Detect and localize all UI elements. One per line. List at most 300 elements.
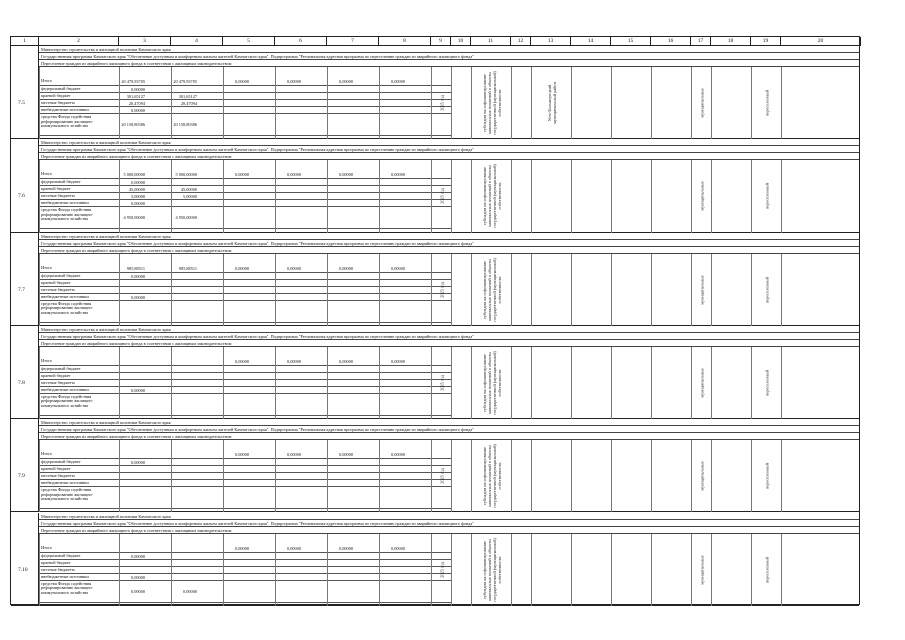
- rotated-text: 2025 год: [439, 281, 444, 298]
- funding-value: 20,47094: [128, 101, 145, 106]
- grid-line: [651, 160, 652, 232]
- funding-label: средства Фонда содействия реформированию жилищно-коммунального хозяйства: [41, 394, 94, 409]
- grid-line: [39, 347, 40, 419]
- funding-label: федеральный бюджет: [41, 553, 81, 558]
- rotated-text: субсидии на софинансирование капитальных вложений в объекты государственной (муниципальной) собственности: [481, 444, 502, 509]
- rotated-cell-year: [431, 534, 451, 606]
- ministry-row: Министерство строительства и жилищной политики Камчатского края: [39, 326, 859, 333]
- grid-line: [711, 160, 712, 232]
- grid-line: [571, 440, 572, 512]
- column-number-17: 17: [691, 37, 711, 46]
- grid-line: [379, 534, 380, 606]
- grid-line: [327, 160, 328, 232]
- grid-line: [711, 254, 712, 326]
- grid-line: [223, 67, 224, 139]
- funding-value: 0,00000: [235, 79, 249, 84]
- funding-row: [39, 451, 451, 459]
- rotated-cell-c19: [751, 160, 781, 232]
- funding-label: внебюджетные источники: [41, 294, 89, 299]
- funding-value: 0,00000: [391, 358, 405, 364]
- funding-label: местные бюджеты: [41, 194, 75, 199]
- grid-line: [651, 534, 652, 606]
- grid-line: [571, 534, 572, 606]
- funding-row: [39, 171, 451, 179]
- ministry-row: Министерство строительства и жилищной политики Камчатского края: [39, 233, 859, 240]
- event-row: Переселение граждан из аварийного жилищного фонда в соответствии с жилищным законодательством: [39, 60, 859, 67]
- rotated-text: 2025 год: [439, 95, 444, 111]
- grid-line: [471, 254, 472, 326]
- event-row: Переселение граждан из аварийного жилищного фонда в соответствии с жилищным законодательством: [39, 247, 859, 254]
- grid-line: [471, 534, 472, 606]
- grid-line: [781, 254, 782, 326]
- grid-line: [451, 440, 452, 512]
- funding-value: 0,00000: [131, 460, 145, 466]
- funding-label: средства Фонда содействия реформированию жилищно-коммунального хозяйства: [41, 488, 94, 502]
- funding-value: 20 479,93705: [173, 79, 197, 84]
- column-number-10: 10: [451, 37, 471, 46]
- funding-value: 4 950,00000: [123, 215, 145, 221]
- funding-table: [39, 78, 451, 139]
- rotated-cell-c17: [691, 254, 711, 326]
- grid-line: [39, 160, 40, 232]
- funding-row: [39, 107, 451, 114]
- program-row: Государственная программа Камчатского края "Обеспечение доступным и комфортным жильем жителей Камчатского края". Подпрограмма "Региональная адресная программа по переселению граждан из аварийного жилищного фонда": [39, 520, 859, 527]
- grid-line: [571, 347, 572, 419]
- funding-label: Итого: [41, 358, 52, 363]
- funding-value: 20,47094: [180, 101, 197, 106]
- grid-line: [379, 347, 380, 419]
- funding-value: 0,00000: [287, 545, 301, 551]
- rotated-cell-c14: [571, 534, 611, 606]
- column-number-14: 14: [571, 37, 611, 46]
- funding-value: 0,00000: [339, 79, 353, 84]
- column-number-7: 7: [327, 37, 379, 46]
- funding-row: [39, 380, 451, 387]
- funding-value: 0,00000: [391, 545, 405, 551]
- grid-line: [171, 440, 172, 512]
- rotated-cell-c15: [611, 67, 651, 139]
- column-number-3: 3: [119, 37, 171, 46]
- grid-line: [571, 67, 572, 139]
- table-section-7.8: [11, 326, 859, 419]
- funding-value: 0,00000: [131, 387, 145, 393]
- grid-line: [327, 347, 328, 419]
- ministry-row: Министерство строительства и жилищной политики Камчатского края: [39, 139, 859, 146]
- rotated-text: 2025 год: [439, 188, 444, 205]
- funding-label: местные бюджеты: [41, 287, 75, 292]
- rotated-text: переселенный: [764, 369, 769, 397]
- column-number-2: 2: [39, 37, 119, 46]
- rotated-text: муниципальные: [699, 461, 704, 492]
- funding-value: 985,88511: [126, 265, 145, 271]
- rotated-cell-c17: [691, 440, 711, 512]
- funding-value: 0,00000: [391, 452, 405, 458]
- rotated-cell-year: [431, 440, 451, 512]
- funding-row: [39, 301, 451, 323]
- rotated-cell-c19: [751, 254, 781, 326]
- rotated-text: муниципальные: [699, 368, 704, 398]
- ministry-row: Министерство строительства и жилищной политики Камчатского края: [39, 419, 859, 426]
- funding-value: 0,00000: [183, 588, 197, 594]
- rotated-text: субсидии на софинансирование капитальных вложений в объекты государственной (муниципальной) собственности: [481, 164, 502, 229]
- grid-line: [275, 67, 276, 139]
- funding-label: Итого: [41, 79, 52, 83]
- rotated-cell-c14: [571, 160, 611, 232]
- grid-line: [711, 67, 712, 139]
- grid-line: [611, 534, 612, 606]
- program-row: Государственная программа Камчатского края "Обеспечение доступным и комфортным жильем жителей Камчатского края". Подпрограмма "Региональная адресная программа по переселению граждан из аварийного жилищного фонда": [39, 53, 859, 60]
- rotated-cell-c19: [751, 67, 781, 139]
- funding-row: [39, 487, 451, 509]
- rotated-cell-c13: [531, 254, 571, 326]
- funding-value: 0,00000: [131, 294, 145, 300]
- rotated-cell-c19: [751, 347, 781, 419]
- grid-line: [119, 254, 120, 326]
- funding-row: [39, 545, 451, 553]
- grid-line: [611, 254, 612, 326]
- funding-row: [39, 574, 451, 581]
- funding-value: 5 000,00000: [123, 172, 145, 178]
- funding-label: федеральный бюджет: [41, 87, 81, 91]
- row-number-cell: [11, 46, 39, 139]
- rotated-cell-c14: [571, 254, 611, 326]
- grid-line: [751, 67, 752, 139]
- grid-line: [471, 67, 472, 139]
- funding-value: 0,00000: [339, 265, 353, 271]
- row-number-cell: [11, 326, 39, 419]
- funding-label: Итого: [41, 545, 52, 550]
- rotated-cell-c15: [611, 160, 651, 232]
- funding-value: 0,00000: [235, 265, 249, 271]
- funding-table: [39, 358, 451, 419]
- funding-value: 0,00000: [287, 358, 301, 364]
- grid-line: [751, 440, 752, 512]
- grid-line: [471, 160, 472, 232]
- grid-line: [531, 347, 532, 419]
- funding-value: 20 479,93705: [121, 79, 145, 84]
- funding-value: 0,00000: [131, 273, 145, 279]
- grid-line: [651, 67, 652, 139]
- funding-value: 0,00000: [131, 574, 145, 580]
- rotated-cell-year: [431, 160, 451, 232]
- rotated-text: 2025 год: [439, 468, 444, 485]
- funding-row: [39, 581, 451, 603]
- row-number: 7.10: [18, 566, 28, 573]
- funding-label: внебюджетные источники: [41, 108, 89, 112]
- grid-line: [223, 160, 224, 232]
- rotated-cell-c19: [751, 440, 781, 512]
- grid-line: [651, 440, 652, 512]
- grid-line: [651, 347, 652, 419]
- funding-label: Итого: [41, 452, 52, 457]
- row-number: 7.5: [18, 100, 25, 107]
- rotated-text: переселенный: [764, 183, 769, 210]
- funding-label: краевой бюджет: [41, 467, 71, 472]
- funding-label: федеральный бюджет: [41, 366, 81, 371]
- funding-value: 4 950,00000: [175, 215, 197, 221]
- grid-line: [431, 160, 432, 232]
- funding-value: 0,00000: [391, 79, 405, 84]
- rotated-cell-c18: [711, 534, 751, 606]
- column-number-15: 15: [611, 37, 651, 46]
- rotated-cell-c18: [711, 254, 751, 326]
- rotated-cell-c11: [471, 160, 511, 232]
- funding-row: [39, 280, 451, 287]
- funding-value: 0,00000: [339, 545, 353, 551]
- grid-line: [471, 440, 472, 512]
- funding-row: [39, 100, 451, 107]
- rotated-cell-c11: [471, 67, 511, 139]
- rotated-text: переселенный: [764, 90, 769, 117]
- funding-row: [39, 200, 451, 207]
- funding-value: 20 158,80386: [121, 122, 145, 127]
- grid-line: [751, 160, 752, 232]
- row-number: 7.6: [18, 193, 25, 200]
- funding-row: [39, 466, 451, 473]
- grid-line: [431, 67, 432, 139]
- grid-line: [223, 254, 224, 326]
- grid-line: [711, 440, 712, 512]
- table-section-7.6: [11, 139, 859, 232]
- document-table: [10, 36, 860, 605]
- rotated-cell-c11: [471, 347, 511, 419]
- grid-line: [379, 440, 380, 512]
- column-number-19: 19: [751, 37, 781, 46]
- grid-line: [651, 254, 652, 326]
- event-row: Переселение граждан из аварийного жилищного фонда в соответствии с жилищным законодательством: [39, 153, 859, 160]
- event-row: Переселение граждан из аварийного жилищного фонда в соответствии с жилищным законодательством: [39, 433, 859, 440]
- row-number-cell: [11, 419, 39, 512]
- grid-line: [511, 67, 512, 139]
- funding-value: 0,00000: [235, 358, 249, 364]
- grid-line: [781, 67, 782, 139]
- grid-line: [171, 160, 172, 232]
- grid-line: [451, 160, 452, 232]
- funding-row: [39, 480, 451, 487]
- grid-line: [119, 67, 120, 139]
- funding-label: Итого: [41, 172, 52, 177]
- grid-line: [327, 67, 328, 139]
- grid-line: [691, 160, 692, 232]
- funding-label: местные бюджеты: [41, 380, 75, 385]
- grid-line: [611, 347, 612, 419]
- funding-label: краевой бюджет: [41, 373, 71, 378]
- grid-line: [571, 160, 572, 232]
- funding-value: 5 000,00000: [175, 172, 197, 178]
- rotated-text: муниципальные: [699, 88, 704, 118]
- grid-line: [275, 534, 276, 606]
- rotated-text: муниципальные: [699, 554, 704, 585]
- grid-line: [511, 160, 512, 232]
- column-number-8: 8: [379, 37, 431, 46]
- funding-label: федеральный бюджет: [41, 273, 81, 278]
- funding-row: [39, 186, 451, 193]
- grid-line: [119, 440, 120, 512]
- grid-line: [327, 254, 328, 326]
- rotated-cell-c11: [471, 254, 511, 326]
- table-section-7.10: [11, 513, 859, 606]
- rotated-cell-c17: [691, 67, 711, 139]
- grid-line: [451, 534, 452, 606]
- grid-line: [39, 67, 40, 139]
- funding-label: средства Фонда содействия реформированию жилищно-коммунального хозяйства: [41, 301, 94, 315]
- grid-line: [451, 67, 452, 139]
- grid-line: [379, 67, 380, 139]
- rotated-cell-c13: [531, 347, 571, 419]
- funding-row: [39, 459, 451, 466]
- grid-line: [711, 534, 712, 606]
- column-number-row: [11, 37, 859, 46]
- funding-label: средства Фонда содействия реформированию жилищно-коммунального хозяйства: [41, 208, 94, 222]
- rotated-cell-c15: [611, 347, 651, 419]
- funding-label: внебюджетные источники: [41, 574, 89, 579]
- column-number-4: 4: [171, 37, 223, 46]
- grid-line: [275, 440, 276, 512]
- grid-line: [275, 254, 276, 326]
- grid-line: [39, 534, 40, 606]
- column-number-20: 20: [781, 37, 861, 46]
- funding-row: [39, 394, 451, 416]
- grid-line: [171, 534, 172, 606]
- rotated-cell-c18: [711, 160, 751, 232]
- grid-line: [171, 254, 172, 326]
- funding-row: [39, 265, 451, 273]
- grid-line: [781, 347, 782, 419]
- grid-line: [119, 534, 120, 606]
- funding-row: [39, 366, 451, 373]
- grid-line: [511, 534, 512, 606]
- funding-row: [39, 294, 451, 301]
- funding-table: [39, 171, 451, 232]
- funding-table: [39, 451, 451, 512]
- rotated-text: 2025 год: [439, 561, 444, 578]
- grid-line: [379, 254, 380, 326]
- table-section-7.7: [11, 233, 859, 326]
- rotated-cell-c13: [531, 160, 571, 232]
- rotated-cell-c15: [611, 440, 651, 512]
- funding-value: 0,00000: [339, 172, 353, 178]
- row-number: 7.9: [18, 473, 25, 480]
- funding-row: [39, 207, 451, 229]
- grid-line: [531, 534, 532, 606]
- program-row: Государственная программа Камчатского края "Обеспечение доступным и комфортным жильем жителей Камчатского края". Подпрограмма "Региональная адресная программа по переселению граждан из аварийного жилищного фонда": [39, 333, 859, 340]
- grid-line: [611, 67, 612, 139]
- funding-label: местные бюджеты: [41, 567, 75, 572]
- grid-line: [327, 440, 328, 512]
- rotated-text: муниципальные: [699, 274, 704, 305]
- column-number-5: 5: [223, 37, 275, 46]
- funding-label: федеральный бюджет: [41, 460, 81, 465]
- rotated-cell-c15: [611, 534, 651, 606]
- funding-row: [39, 273, 451, 280]
- funding-value: 45,00000: [180, 187, 197, 193]
- grid-line: [119, 347, 120, 419]
- rotated-text: переселенный: [764, 556, 769, 583]
- grid-line: [691, 67, 692, 139]
- grid-line: [691, 440, 692, 512]
- rotated-cell-c19: [751, 534, 781, 606]
- funding-label: краевой бюджет: [41, 187, 71, 192]
- grid-line: [751, 254, 752, 326]
- rotated-cell-c18: [711, 67, 751, 139]
- grid-line: [451, 254, 452, 326]
- rotated-cell-c14: [571, 440, 611, 512]
- program-row: Государственная программа Камчатского края "Обеспечение доступным и комфортным жильем жителей Камчатского края". Подпрограмма "Региональная адресная программа по переселению граждан из аварийного жилищного фонда": [39, 240, 859, 247]
- funding-row: [39, 553, 451, 560]
- funding-value: 301,65127: [126, 94, 145, 99]
- event-row: Переселение граждан из аварийного жилищного фонда в соответствии с жилищным законодательством: [39, 527, 859, 534]
- rotated-text: 2025 год: [439, 375, 444, 391]
- funding-value: 0,00000: [235, 172, 249, 178]
- ministry-row: Министерство строительства и жилищной политики Камчатского края: [39, 513, 859, 520]
- rotated-cell-c17: [691, 534, 711, 606]
- funding-row: [39, 179, 451, 186]
- funding-label: внебюджетные источники: [41, 201, 89, 206]
- ministry-row: Министерство строительства и жилищной политики Камчатского края: [39, 46, 859, 53]
- rotated-text: переселенный: [764, 463, 769, 490]
- rotated-text: субсидии на софинансирование капитальных вложений в объекты государственной (муниципальной) собственности: [481, 71, 502, 136]
- grid-line: [781, 534, 782, 606]
- funding-table: [39, 265, 451, 326]
- table-section-7.5: [11, 46, 859, 139]
- funding-table: [39, 545, 451, 606]
- grid-line: [431, 534, 432, 606]
- funding-label: внебюджетные источники: [41, 387, 89, 392]
- row-number: 7.7: [18, 286, 25, 293]
- grid-line: [531, 440, 532, 512]
- column-number-13: 13: [531, 37, 571, 46]
- grid-line: [531, 254, 532, 326]
- grid-line: [171, 67, 172, 139]
- funding-label: местные бюджеты: [41, 101, 75, 105]
- funding-row: [39, 287, 451, 294]
- funding-value: 0,00000: [235, 545, 249, 551]
- grid-line: [327, 534, 328, 606]
- grid-line: [691, 347, 692, 419]
- grid-line: [511, 254, 512, 326]
- grid-line: [531, 67, 532, 139]
- grid-line: [781, 440, 782, 512]
- rotated-cell-c18: [711, 440, 751, 512]
- funding-row: [39, 114, 451, 136]
- rotated-text: субсидии на софинансирование капитальных вложений в объекты государственной (муниципальной) собственности: [481, 537, 502, 602]
- grid-line: [781, 160, 782, 232]
- funding-value: 985,88511: [178, 265, 197, 271]
- grid-line: [223, 534, 224, 606]
- column-number-6: 6: [275, 37, 327, 46]
- rotated-text: субсидии на софинансирование капитальных вложений в объекты государственной (муниципальной) собственности: [481, 257, 502, 322]
- funding-value: 0,00000: [287, 172, 301, 178]
- funding-value: 0,00000: [287, 79, 301, 84]
- event-row: Переселение граждан из аварийного жилищного фонда в соответствии с жилищным законодательством: [39, 340, 859, 347]
- grid-line: [751, 534, 752, 606]
- table-section-7.9: [11, 419, 859, 512]
- funding-label: средства Фонда содействия реформированию жилищно-коммунального хозяйства: [41, 115, 94, 129]
- grid-line: [275, 160, 276, 232]
- rotated-cell-c13: [531, 534, 571, 606]
- funding-value: 45,00000: [128, 187, 145, 193]
- grid-line: [431, 347, 432, 419]
- funding-value: 0,00000: [131, 180, 145, 186]
- rotated-cell-c13: [531, 67, 571, 139]
- funding-row: [39, 93, 451, 100]
- rotated-text: муниципальные: [699, 181, 704, 212]
- funding-label: краевой бюджет: [41, 280, 71, 285]
- funding-value: 0,00000: [131, 108, 145, 113]
- funding-value: 0,00000: [391, 265, 405, 271]
- rotated-cell-c14: [571, 67, 611, 139]
- funding-row: [39, 358, 451, 366]
